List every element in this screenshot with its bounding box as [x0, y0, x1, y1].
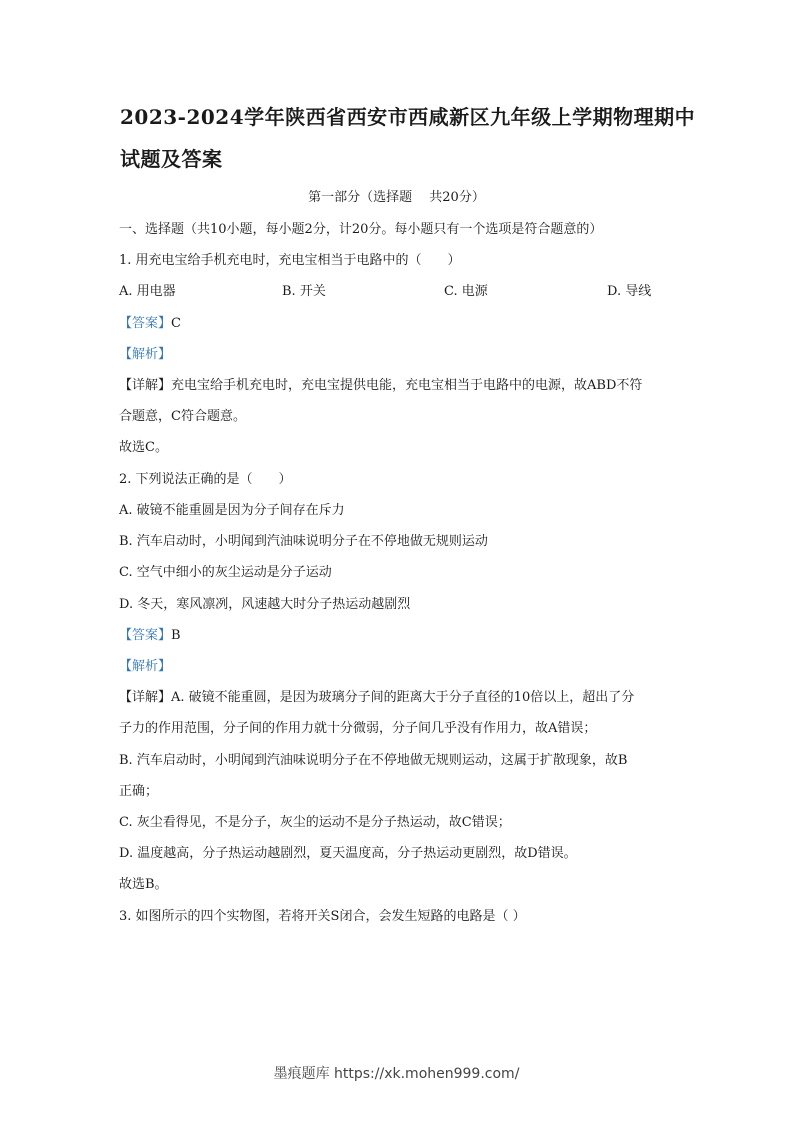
question-2-detail-line-3: B. 汽车启动时，小明闻到汽油味说明分子在不停地做无规则运动，这属于扩散现象，故B [119, 753, 628, 768]
question-2-stem: 2. 下列说法正确的是（ ） [119, 472, 292, 487]
question-1-analysis [119, 343, 171, 362]
question-2-option-b: B. 汽车启动时，小明闻到汽油味说明分子在不停地做无规则运动 [119, 534, 488, 549]
question-1-option-d: D. 导线 [607, 284, 652, 299]
question-2-detail-line-6: D. 温度越高，分子热运动越剧烈，夏天温度高，分子热运动更剧烈，故D错误。 [119, 846, 577, 861]
detail-text: A. 破镜不能重圆，是因为玻璃分子间的距离大于分子直径的10倍以上，超出了分 [171, 690, 635, 705]
question-1-detail-line-2: 合题意，C符合题意。 [119, 409, 246, 424]
answer-tag: 【答案】 [119, 316, 172, 331]
answer-tag: 【答案】 [119, 628, 172, 643]
question-2-answer [119, 624, 181, 643]
question-2-detail-line-2: 子力的作用范围，分子间的作用力就十分微弱，分子间几乎没有作用力，故A错误； [119, 721, 597, 736]
question-1-detail-line-1 [119, 374, 642, 393]
detail-text: 充电宝给手机充电时，充电宝提供电能，充电宝相当于电路中的电源，故ABD不符 [171, 378, 643, 393]
question-3-stem: 3. 如图所示的四个实物图，若将开关S闭合，会发生短路的电路是（ ） [119, 909, 526, 924]
analysis-tag: 【解析】 [119, 347, 172, 362]
question-1-stem: 1. 用充电宝给手机充电时，充电宝相当于电路中的（ ） [119, 253, 461, 268]
question-1-conclusion: 故选C。 [119, 440, 168, 455]
question-1-option-b: B. 开关 [282, 284, 326, 299]
analysis-tag: 【解析】 [119, 659, 172, 674]
section-heading: 第一部分（选择题 共20分） [308, 190, 485, 205]
question-1-option-c: C. 电源 [444, 284, 488, 299]
question-1-option-a: A. 用电器 [119, 284, 176, 299]
footer-watermark: 墨痕题库 https://xk.mohen999.com/ [273, 1066, 520, 1082]
question-2-detail-line-5: C. 灰尘看得见，不是分子，灰尘的运动不是分子热运动，故C错误； [119, 815, 511, 830]
answer-value: B [171, 628, 181, 643]
question-2-option-a: A. 破镜不能重圆是因为分子间存在斥力 [119, 503, 345, 518]
detail-tag: 【详解】 [119, 378, 172, 393]
question-2-option-d: D. 冬天，寒风凛冽，风速越大时分子热运动越剧烈 [119, 597, 411, 612]
answer-value: C [171, 316, 181, 331]
question-1-answer [119, 312, 181, 331]
question-2-conclusion: 故选B。 [119, 877, 168, 892]
question-2-detail-line-4: 正确； [119, 784, 159, 799]
instruction-text: 一、选择题（共10小题，每小题2分，计20分。每小题只有一个选项是符合题意的） [119, 222, 603, 237]
detail-tag: 【详解】 [119, 690, 172, 705]
question-2-analysis [119, 655, 171, 674]
question-2-option-c: C. 空气中细小的灰尘运动是分子运动 [119, 565, 332, 580]
document-title: 2023-2024学年陕西省西安市西咸新区九年级上学期物理期中试题及答案 [120, 105, 696, 171]
question-2-detail-line-1 [119, 686, 634, 705]
